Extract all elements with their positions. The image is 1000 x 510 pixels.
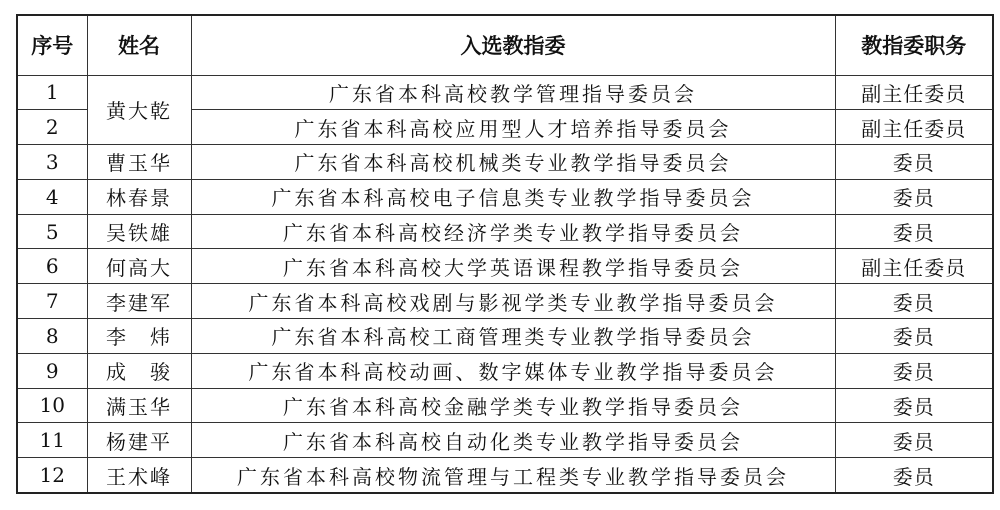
row-name: 王术峰 [87,458,191,493]
row-role: 委员 [835,423,993,458]
row-role: 副主任委员 [835,110,993,145]
table-row [17,318,993,353]
table-row [17,75,993,110]
row-role: 委员 [835,458,993,493]
row-role: 委员 [835,318,993,353]
row-name: 李 炜 [87,318,191,353]
row-role: 副主任委员 [835,249,993,284]
row-committee: 广东省本科高校戏剧与影视学类专业教学指导委员会 [191,284,835,319]
row-committee: 广东省本科高校教学管理指导委员会 [191,75,835,110]
row-no: 4 [17,179,87,214]
row-no: 7 [17,284,87,319]
row-no: 8 [17,318,87,353]
row-name: 李建军 [87,284,191,319]
table-row [17,284,993,319]
header-role: 教指委职务 [835,15,993,75]
row-no: 2 [17,110,87,145]
row-name: 林春景 [87,179,191,214]
row-name: 曹玉华 [87,145,191,180]
header-no: 序号 [17,15,87,75]
committee-roster-table [16,14,994,494]
row-no: 10 [17,388,87,423]
row-role: 委员 [835,388,993,423]
row-name: 黄大乾 [87,75,191,145]
row-committee: 广东省本科高校经济学类专业教学指导委员会 [191,214,835,249]
table-row [17,458,993,493]
row-role: 委员 [835,284,993,319]
row-committee: 广东省本科高校机械类专业教学指导委员会 [191,145,835,180]
table-header-row [17,15,993,75]
row-role: 副主任委员 [835,75,993,110]
row-name: 成 骏 [87,353,191,388]
row-no: 5 [17,214,87,249]
header-committee: 入选教指委 [191,15,835,75]
table-row [17,423,993,458]
row-name: 杨建平 [87,423,191,458]
row-committee: 广东省本科高校应用型人才培养指导委员会 [191,110,835,145]
row-no: 1 [17,75,87,110]
row-no: 12 [17,458,87,493]
row-name: 满玉华 [87,388,191,423]
row-committee: 广东省本科高校大学英语课程教学指导委员会 [191,249,835,284]
row-role: 委员 [835,145,993,180]
table-row [17,214,993,249]
row-committee: 广东省本科高校物流管理与工程类专业教学指导委员会 [191,458,835,493]
table-row [17,353,993,388]
row-no: 6 [17,249,87,284]
row-role: 委员 [835,353,993,388]
row-role: 委员 [835,214,993,249]
row-role: 委员 [835,179,993,214]
row-committee: 广东省本科高校金融学类专业教学指导委员会 [191,388,835,423]
row-no: 11 [17,423,87,458]
table-row [17,388,993,423]
row-no: 9 [17,353,87,388]
row-no: 3 [17,145,87,180]
table-row [17,179,993,214]
row-committee: 广东省本科高校工商管理类专业教学指导委员会 [191,318,835,353]
header-name: 姓名 [87,15,191,75]
row-committee: 广东省本科高校自动化类专业教学指导委员会 [191,423,835,458]
row-name: 何高大 [87,249,191,284]
row-name: 吴铁雄 [87,214,191,249]
row-committee: 广东省本科高校电子信息类专业教学指导委员会 [191,179,835,214]
table-row [17,249,993,284]
row-committee: 广东省本科高校动画、数字媒体专业教学指导委员会 [191,353,835,388]
table-row [17,145,993,180]
